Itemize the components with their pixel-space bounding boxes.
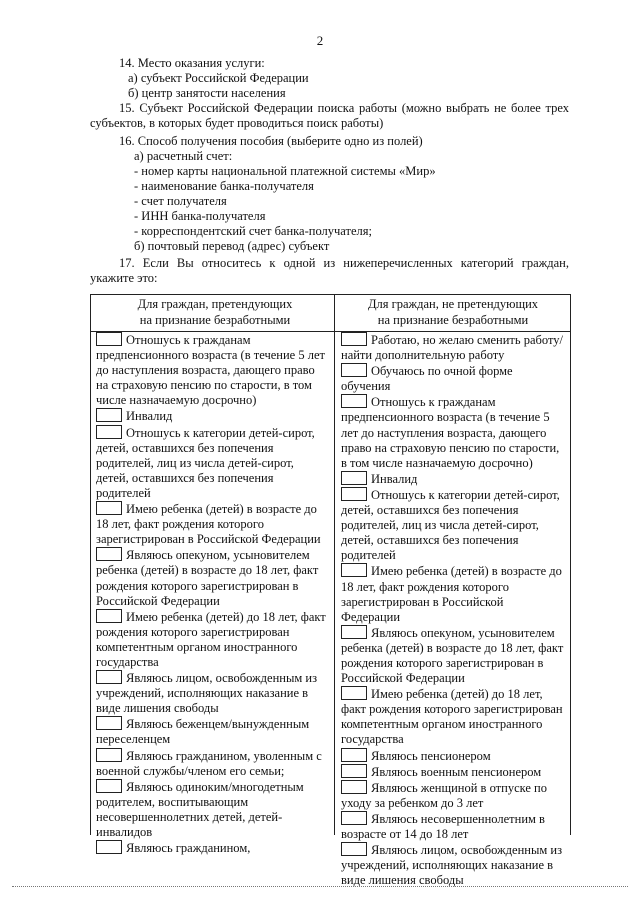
right-option: Являюсь несовершеннолетним в возрасте от 14 до 18 лет	[341, 811, 545, 841]
left-column-header: Для граждан, претендующих на признание безработными	[137, 297, 293, 327]
checkbox[interactable]	[341, 394, 367, 408]
column-divider	[334, 295, 335, 835]
checkbox[interactable]	[96, 670, 122, 684]
right-option: Инвалид	[341, 471, 565, 487]
left-column	[96, 332, 329, 856]
checkbox[interactable]	[96, 547, 122, 561]
item-14-option-a: а) субъект Российской Федерации	[128, 71, 309, 85]
left-option: Имею ребенка (детей) до 18 лет, факт рождения которого зарегистрирован компетентным органом иностранного государства	[96, 609, 326, 669]
item-15-text: 15. Субъект Российской Федерации поиска работы (можно выбрать не более трех субъектов, в которых будет проводиться поиск работы)	[90, 101, 569, 131]
right-option: Отношусь к категории детей-сирот, детей, оставшихся без попечения родителей, лиц из числа детей-сирот, детей, оставшихся без попечения родителей	[341, 487, 560, 563]
checkbox[interactable]	[96, 408, 122, 422]
right-option: Имею ребенка (детей) до 18 лет, факт рождения которого зарегистрирован компетентным органом иностранного государства	[341, 687, 563, 747]
checkbox[interactable]	[96, 332, 122, 346]
left-option: Имею ребенка (детей) в возрасте до 18 лет, факт рождения которого зарегистрирован в Российской Федерации	[96, 502, 321, 547]
left-option: Являюсь одиноким/многодетным родителем, воспитывающим несовершеннолетних детей, детей-инвалидов	[96, 779, 304, 839]
account-field: - счет получателя	[134, 194, 227, 208]
checkbox[interactable]	[341, 471, 367, 485]
right-option: Являюсь опекуном, усыновителем ребенка (детей) в возрасте до 18 лет, факт рождения которого зарегистрирован в Российской Федерации	[341, 625, 564, 686]
checkbox[interactable]	[96, 609, 122, 623]
checkbox[interactable]	[96, 779, 122, 793]
left-option: Являюсь гражданином, уволенным с военной службы/членом его семьи;	[96, 748, 322, 778]
checkbox[interactable]	[341, 487, 367, 501]
right-option: Имею ребенка (детей) в возрасте до 18 лет, факт рождения которого зарегистрирован в Российской Федерации	[341, 564, 562, 624]
right-option: Являюсь лицом, освобожденным из учреждений, исполняющих наказание в виде лишения свободы	[341, 843, 563, 888]
right-column-header: Для граждан, не претендующих на признание безработными	[367, 297, 539, 327]
card-number-field: - номер карты национальной платежной системы «Мир»	[134, 164, 436, 178]
item-14-heading: 14. Место оказания услуги:	[119, 56, 265, 70]
corr-account-field: - корреспондентский счет банка-получателя;	[134, 224, 373, 238]
checkbox[interactable]	[341, 842, 367, 856]
checkbox[interactable]	[341, 780, 367, 794]
bank-name-field: - наименование банка-получателя	[134, 179, 314, 193]
scan-edge-line	[12, 886, 628, 887]
item-16-option-a: а) расчетный счет:	[134, 149, 233, 163]
right-option: Работаю, но желаю сменить работу/найти дополнительную работу	[341, 333, 563, 363]
left-option: Являюсь опекуном, усыновителем ребенка (детей) в возрасте до 18 лет, факт рождения которого зарегистрирован в Российской Федерации	[96, 548, 319, 608]
left-option: Отношусь к гражданам предпенсионного возраста (в течение 5 лет до наступления возраста, дающего право на страховую пенсию по старости, в том числе назначаемую досрочно)	[96, 333, 325, 408]
item-16-heading: 16. Способ получения пособия (выберите одно из полей)	[119, 134, 423, 148]
checkbox[interactable]	[341, 764, 367, 778]
right-option: Являюсь женщиной в отпуске по уходу за ребенком до 3 лет	[341, 780, 547, 810]
right-option: Являюсь военным пенсионером	[341, 764, 565, 780]
item-14-option-b: б) центр занятости населения	[128, 86, 286, 100]
right-option: Обучаюсь по очной форме обучения	[341, 364, 513, 394]
item-16-option-b: б) почтовый перевод (адрес) субъект	[134, 239, 330, 253]
left-option: Являюсь лицом, освобожденным из учреждений, исполняющих наказание в виде лишения свободы	[96, 671, 318, 716]
checkbox[interactable]	[96, 716, 122, 730]
checkbox[interactable]	[341, 563, 367, 577]
left-option: Являюсь беженцем/вынужденным переселенцем	[96, 717, 310, 747]
right-option: Являюсь пенсионером	[341, 748, 565, 764]
right-column	[341, 332, 565, 888]
item-17-text: 17. Если Вы относитесь к одной из нижеперечисленных категорий граждан, укажите это:	[90, 256, 569, 286]
right-option: Отношусь к гражданам предпенсионного возраста (в течение 5 лет до наступления возраста, дающего право на страховую пенсию по старости, в том числе назначаемую досрочно)	[341, 395, 560, 470]
checkbox[interactable]	[341, 332, 367, 346]
left-option: Отношусь к категории детей-сирот, детей, оставшихся без попечения родителей, лиц из числа детей-сирот, детей, оставшихся без попечения родителей	[96, 425, 315, 500]
checkbox[interactable]	[96, 501, 122, 515]
checkbox[interactable]	[341, 363, 367, 377]
page-number: 2	[316, 33, 324, 48]
checkbox[interactable]	[96, 748, 122, 762]
checkbox[interactable]	[341, 811, 367, 825]
bank-inn-field: - ИНН банка-получателя	[134, 209, 266, 223]
checkbox[interactable]	[96, 425, 122, 439]
category-table	[90, 294, 571, 888]
left-option: Инвалид	[96, 408, 329, 424]
checkbox[interactable]	[96, 840, 122, 854]
checkbox[interactable]	[341, 686, 367, 700]
left-option: Являюсь гражданином,	[96, 840, 329, 856]
checkbox[interactable]	[341, 748, 367, 762]
checkbox[interactable]	[341, 625, 367, 639]
